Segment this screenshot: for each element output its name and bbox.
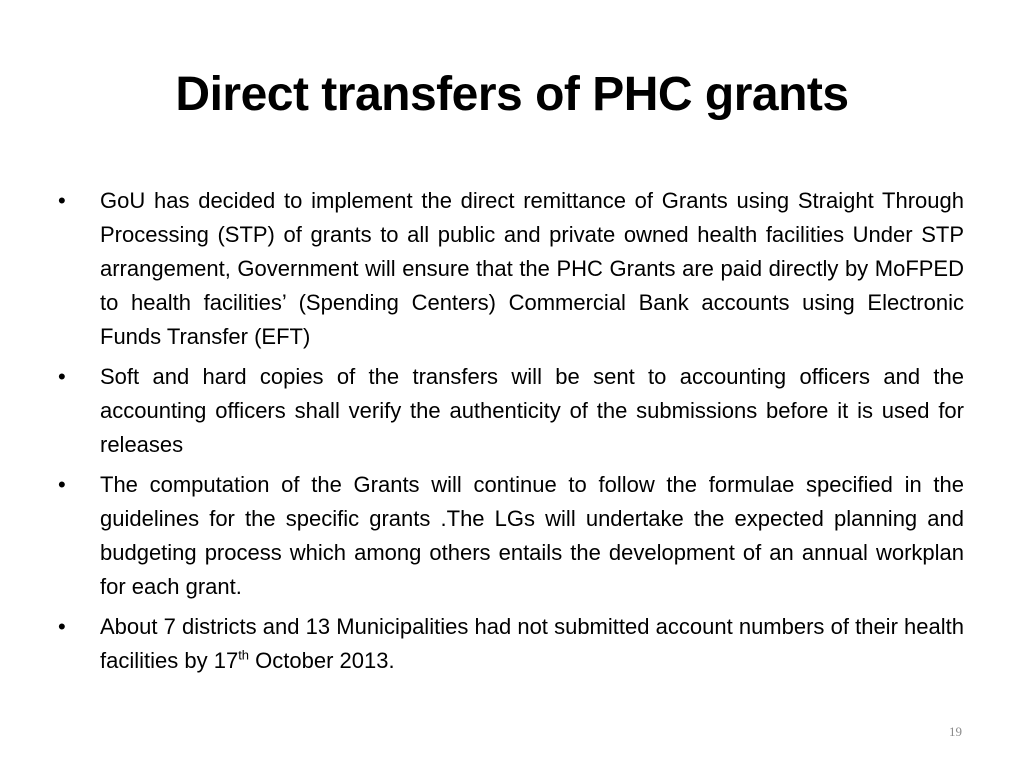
bullet-icon: •: [58, 614, 66, 639]
bullet-item: [52, 184, 964, 354]
bullet-icon: •: [58, 472, 66, 497]
slide-title: Direct transfers of PHC grants: [175, 68, 849, 121]
bullet-text: [100, 610, 964, 678]
bullet-item: [52, 468, 964, 604]
date-superscript: th: [238, 647, 250, 663]
bullet-text: Soft and hard copies of the transfers will be sent to accounting officers and the accounting officers shall verify the authenticity of the submissions before it is used for releases: [100, 364, 964, 457]
bullet-text-main: About 7 districts and 13 Municipalities had not submitted account numbers of their health facilities by 17: [100, 614, 964, 673]
bullet-item: [52, 610, 964, 678]
bullet-list: [52, 184, 964, 684]
bullet-text: The computation of the Grants will continue to follow the formulae specified in the guidelines for the specific grants .The LGs will undertake the expected planning and budgeting process which among others entails the development of an annual workplan for each grant.: [100, 472, 964, 599]
bullet-item: [52, 360, 964, 462]
bullet-icon: •: [58, 188, 66, 213]
bullet-text: GoU has decided to implement the direct remittance of Grants using Straight Through Processing (STP) of grants to all public and private owned health facilities Under STP arrangement, Government will ensure that the PHC Grants are paid directly by MoFPED to health facilities’ (Spending Centers) Commercial Bank accounts using Electronic Funds Transfer (EFT): [100, 188, 964, 349]
bullet-icon: •: [58, 364, 66, 389]
page-number: 19: [949, 724, 962, 739]
bullet-text-end: October 2013.: [249, 648, 395, 673]
